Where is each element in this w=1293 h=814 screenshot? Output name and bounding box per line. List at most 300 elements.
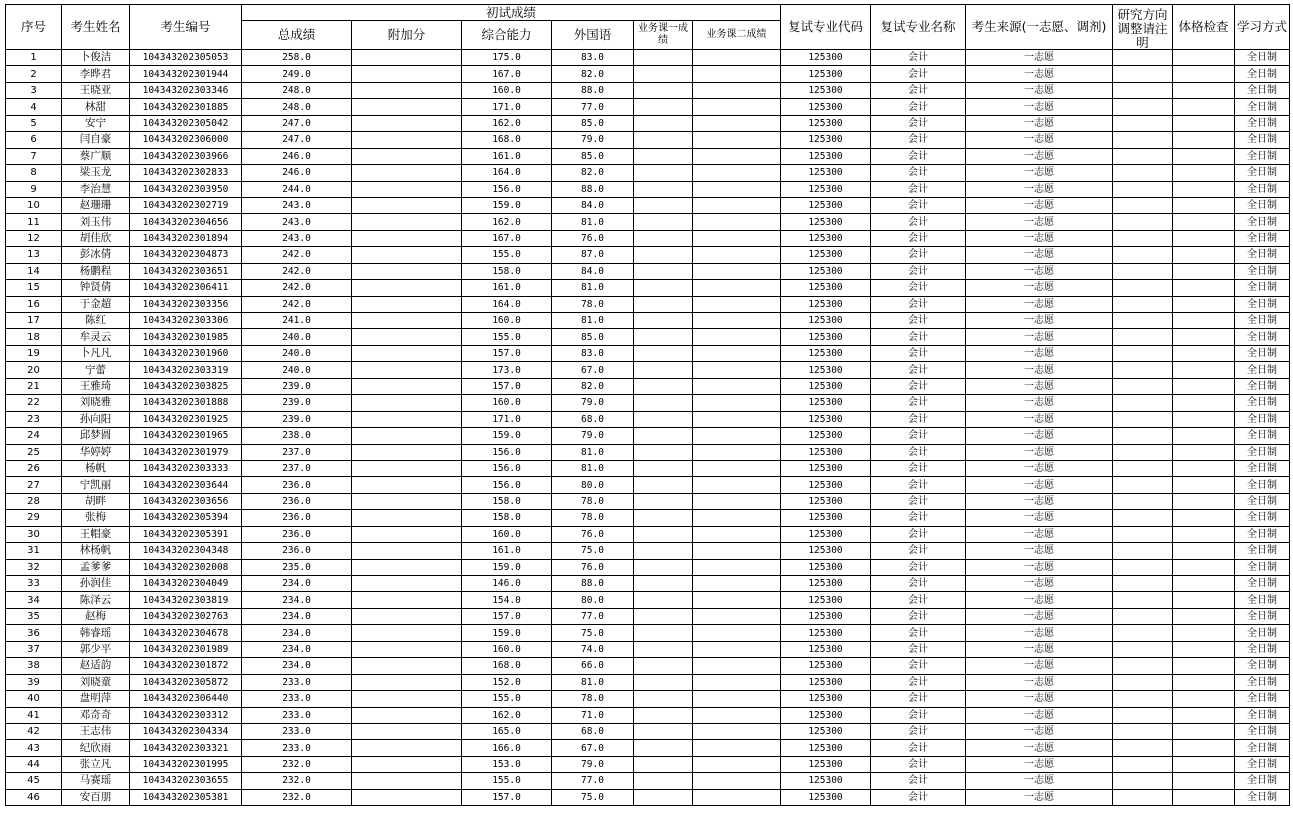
cell-id: 104343202304656 — [130, 214, 242, 230]
cell-foreign-lang: 79.0 — [552, 132, 634, 148]
cell-name: 刘玉伟 — [62, 214, 130, 230]
cell-course1 — [634, 247, 693, 263]
cell-retest-code: 125300 — [781, 395, 871, 411]
cell-study-mode: 全日制 — [1235, 641, 1290, 657]
cell-id: 104343202301979 — [130, 444, 242, 460]
cell-total: 237.0 — [242, 460, 352, 476]
cell-seq: 37 — [6, 641, 62, 657]
cell-course1 — [634, 460, 693, 476]
cell-retest-name: 会计 — [871, 543, 966, 559]
cell-course2 — [693, 576, 781, 592]
cell-id: 104343202301894 — [130, 230, 242, 246]
cell-foreign-lang: 82.0 — [552, 165, 634, 181]
header-study-mode: 学习方式 — [1235, 5, 1290, 50]
cell-course1 — [634, 165, 693, 181]
cell-bonus — [352, 510, 462, 526]
cell-retest-code: 125300 — [781, 493, 871, 509]
table-row — [6, 313, 1290, 329]
cell-course2 — [693, 477, 781, 493]
cell-total: 235.0 — [242, 559, 352, 575]
cell-course1 — [634, 148, 693, 164]
cell-retest-code: 125300 — [781, 411, 871, 427]
cell-name: 彭冰倩 — [62, 247, 130, 263]
cell-study-mode: 全日制 — [1235, 165, 1290, 181]
cell-source: 一志愿 — [966, 329, 1113, 345]
cell-retest-name: 会计 — [871, 165, 966, 181]
cell-retest-code: 125300 — [781, 460, 871, 476]
cell-total: 244.0 — [242, 181, 352, 197]
cell-total: 234.0 — [242, 658, 352, 674]
cell-study-mode: 全日制 — [1235, 378, 1290, 394]
cell-course1 — [634, 707, 693, 723]
cell-name: 孙润佳 — [62, 576, 130, 592]
cell-physical — [1173, 82, 1235, 98]
cell-study-mode: 全日制 — [1235, 707, 1290, 723]
cell-research-adjust — [1113, 625, 1173, 641]
cell-id: 104343202303656 — [130, 493, 242, 509]
cell-foreign-lang: 78.0 — [552, 296, 634, 312]
cell-comprehensive: 155.0 — [462, 691, 552, 707]
cell-foreign-lang: 82.0 — [552, 378, 634, 394]
table-row — [6, 82, 1290, 98]
cell-name: 蔡广顺 — [62, 148, 130, 164]
cell-physical — [1173, 510, 1235, 526]
cell-course1 — [634, 723, 693, 739]
cell-physical — [1173, 740, 1235, 756]
cell-comprehensive: 158.0 — [462, 510, 552, 526]
cell-course1 — [634, 411, 693, 427]
table-row — [6, 723, 1290, 739]
cell-id: 104343202304334 — [130, 723, 242, 739]
cell-course1 — [634, 608, 693, 624]
cell-course2 — [693, 181, 781, 197]
cell-name: 孙向阳 — [62, 411, 130, 427]
cell-bonus — [352, 263, 462, 279]
cell-physical — [1173, 773, 1235, 789]
cell-physical — [1173, 132, 1235, 148]
cell-study-mode: 全日制 — [1235, 263, 1290, 279]
cell-retest-name: 会计 — [871, 559, 966, 575]
cell-retest-name: 会计 — [871, 773, 966, 789]
cell-bonus — [352, 740, 462, 756]
cell-foreign-lang: 85.0 — [552, 115, 634, 131]
cell-physical — [1173, 428, 1235, 444]
cell-id: 104343202305872 — [130, 674, 242, 690]
cell-bonus — [352, 756, 462, 772]
cell-seq: 9 — [6, 181, 62, 197]
cell-seq: 3 — [6, 82, 62, 98]
cell-id: 104343202301925 — [130, 411, 242, 427]
cell-course2 — [693, 756, 781, 772]
cell-retest-code: 125300 — [781, 526, 871, 542]
cell-study-mode: 全日制 — [1235, 789, 1290, 805]
cell-retest-name: 会计 — [871, 313, 966, 329]
cell-study-mode: 全日制 — [1235, 132, 1290, 148]
cell-study-mode: 全日制 — [1235, 740, 1290, 756]
cell-name: 闫自豪 — [62, 132, 130, 148]
cell-comprehensive: 166.0 — [462, 740, 552, 756]
cell-retest-name: 会计 — [871, 263, 966, 279]
cell-research-adjust — [1113, 477, 1173, 493]
cell-study-mode: 全日制 — [1235, 510, 1290, 526]
cell-foreign-lang: 84.0 — [552, 197, 634, 213]
cell-physical — [1173, 526, 1235, 542]
cell-id: 104343202301944 — [130, 66, 242, 82]
table-row — [6, 444, 1290, 460]
cell-retest-name: 会计 — [871, 132, 966, 148]
cell-physical — [1173, 444, 1235, 460]
table-row — [6, 576, 1290, 592]
cell-study-mode: 全日制 — [1235, 181, 1290, 197]
cell-retest-name: 会计 — [871, 789, 966, 805]
cell-seq: 15 — [6, 280, 62, 296]
cell-total: 234.0 — [242, 576, 352, 592]
cell-source: 一志愿 — [966, 740, 1113, 756]
cell-bonus — [352, 214, 462, 230]
cell-comprehensive: 157.0 — [462, 345, 552, 361]
cell-research-adjust — [1113, 411, 1173, 427]
cell-total: 236.0 — [242, 477, 352, 493]
cell-comprehensive: 158.0 — [462, 493, 552, 509]
cell-course1 — [634, 263, 693, 279]
cell-bonus — [352, 526, 462, 542]
cell-seq: 5 — [6, 115, 62, 131]
cell-course2 — [693, 395, 781, 411]
cell-physical — [1173, 559, 1235, 575]
cell-seq: 46 — [6, 789, 62, 805]
cell-total: 240.0 — [242, 329, 352, 345]
cell-seq: 35 — [6, 608, 62, 624]
cell-comprehensive: 171.0 — [462, 411, 552, 427]
cell-course2 — [693, 132, 781, 148]
cell-foreign-lang: 76.0 — [552, 230, 634, 246]
table-row — [6, 362, 1290, 378]
cell-source: 一志愿 — [966, 378, 1113, 394]
cell-retest-name: 会计 — [871, 658, 966, 674]
cell-retest-name: 会计 — [871, 674, 966, 690]
cell-bonus — [352, 444, 462, 460]
cell-physical — [1173, 707, 1235, 723]
cell-name: 林杨帆 — [62, 543, 130, 559]
cell-seq: 42 — [6, 723, 62, 739]
cell-bonus — [352, 329, 462, 345]
cell-bonus — [352, 362, 462, 378]
cell-study-mode: 全日制 — [1235, 543, 1290, 559]
cell-total: 246.0 — [242, 165, 352, 181]
cell-research-adjust — [1113, 460, 1173, 476]
cell-research-adjust — [1113, 181, 1173, 197]
cell-retest-code: 125300 — [781, 592, 871, 608]
cell-course2 — [693, 263, 781, 279]
cell-course2 — [693, 378, 781, 394]
cell-foreign-lang: 67.0 — [552, 362, 634, 378]
cell-course1 — [634, 740, 693, 756]
cell-study-mode: 全日制 — [1235, 99, 1290, 115]
cell-id: 104343202304049 — [130, 576, 242, 592]
cell-comprehensive: 159.0 — [462, 428, 552, 444]
cell-retest-code: 125300 — [781, 345, 871, 361]
table-row — [6, 395, 1290, 411]
cell-foreign-lang: 76.0 — [552, 526, 634, 542]
cell-id: 104343202303306 — [130, 313, 242, 329]
cell-id: 104343202301985 — [130, 329, 242, 345]
table-row — [6, 477, 1290, 493]
cell-bonus — [352, 477, 462, 493]
cell-study-mode: 全日制 — [1235, 313, 1290, 329]
cell-name: 华婷婷 — [62, 444, 130, 460]
cell-research-adjust — [1113, 510, 1173, 526]
cell-physical — [1173, 263, 1235, 279]
cell-course2 — [693, 444, 781, 460]
cell-physical — [1173, 378, 1235, 394]
cell-source: 一志愿 — [966, 789, 1113, 805]
cell-physical — [1173, 592, 1235, 608]
cell-id: 104343202302719 — [130, 197, 242, 213]
cell-course1 — [634, 559, 693, 575]
cell-name: 卜凡凡 — [62, 345, 130, 361]
cell-comprehensive: 157.0 — [462, 378, 552, 394]
cell-retest-code: 125300 — [781, 378, 871, 394]
table-row — [6, 592, 1290, 608]
cell-course1 — [634, 773, 693, 789]
cell-study-mode: 全日制 — [1235, 82, 1290, 98]
table-row — [6, 329, 1290, 345]
cell-retest-code: 125300 — [781, 132, 871, 148]
table-row — [6, 460, 1290, 476]
table-row — [6, 756, 1290, 772]
cell-comprehensive: 164.0 — [462, 296, 552, 312]
cell-course2 — [693, 559, 781, 575]
cell-physical — [1173, 247, 1235, 263]
header-course1: 业务课一成绩 — [634, 21, 693, 50]
cell-retest-code: 125300 — [781, 723, 871, 739]
cell-bonus — [352, 625, 462, 641]
cell-retest-name: 会计 — [871, 82, 966, 98]
cell-physical — [1173, 543, 1235, 559]
cell-bonus — [352, 313, 462, 329]
cell-id: 104343202303819 — [130, 592, 242, 608]
cell-name: 赵梅 — [62, 608, 130, 624]
cell-name: 盘明萍 — [62, 691, 130, 707]
cell-foreign-lang: 87.0 — [552, 247, 634, 263]
cell-id: 104343202301885 — [130, 99, 242, 115]
cell-course2 — [693, 280, 781, 296]
cell-source: 一志愿 — [966, 247, 1113, 263]
cell-name: 陈红 — [62, 313, 130, 329]
cell-total: 242.0 — [242, 247, 352, 263]
cell-study-mode: 全日制 — [1235, 460, 1290, 476]
cell-course1 — [634, 625, 693, 641]
cell-id: 104343202303644 — [130, 477, 242, 493]
cell-seq: 31 — [6, 543, 62, 559]
cell-physical — [1173, 411, 1235, 427]
cell-source: 一志愿 — [966, 707, 1113, 723]
cell-physical — [1173, 477, 1235, 493]
cell-source: 一志愿 — [966, 362, 1113, 378]
cell-bonus — [352, 773, 462, 789]
cell-seq: 16 — [6, 296, 62, 312]
table-row — [6, 66, 1290, 82]
table-body — [6, 50, 1290, 806]
cell-retest-code: 125300 — [781, 477, 871, 493]
cell-physical — [1173, 280, 1235, 296]
cell-name: 林甜 — [62, 99, 130, 115]
cell-source: 一志愿 — [966, 148, 1113, 164]
cell-physical — [1173, 625, 1235, 641]
cell-id: 104343202304348 — [130, 543, 242, 559]
table-row — [6, 148, 1290, 164]
cell-course2 — [693, 329, 781, 345]
cell-comprehensive: 173.0 — [462, 362, 552, 378]
cell-research-adjust — [1113, 345, 1173, 361]
cell-source: 一志愿 — [966, 50, 1113, 66]
cell-study-mode: 全日制 — [1235, 148, 1290, 164]
cell-name: 卜俊洁 — [62, 50, 130, 66]
cell-id: 104343202305394 — [130, 510, 242, 526]
cell-course2 — [693, 50, 781, 66]
cell-retest-code: 125300 — [781, 329, 871, 345]
cell-foreign-lang: 76.0 — [552, 559, 634, 575]
cell-source: 一志愿 — [966, 510, 1113, 526]
cell-source: 一志愿 — [966, 395, 1113, 411]
cell-retest-name: 会计 — [871, 329, 966, 345]
cell-source: 一志愿 — [966, 559, 1113, 575]
cell-id: 104343202301995 — [130, 756, 242, 772]
cell-study-mode: 全日制 — [1235, 723, 1290, 739]
cell-research-adjust — [1113, 214, 1173, 230]
header-prelim-group: 初试成绩 — [242, 5, 781, 21]
cell-physical — [1173, 345, 1235, 361]
cell-course1 — [634, 543, 693, 559]
cell-retest-code: 125300 — [781, 165, 871, 181]
cell-total: 232.0 — [242, 789, 352, 805]
cell-id: 104343202306440 — [130, 691, 242, 707]
cell-foreign-lang: 75.0 — [552, 543, 634, 559]
header-retest-name: 复试专业名称 — [871, 5, 966, 50]
cell-seq: 40 — [6, 691, 62, 707]
cell-name: 胡畔 — [62, 493, 130, 509]
cell-retest-code: 125300 — [781, 247, 871, 263]
cell-retest-code: 125300 — [781, 691, 871, 707]
cell-retest-code: 125300 — [781, 707, 871, 723]
cell-id: 104343202303333 — [130, 460, 242, 476]
cell-physical — [1173, 493, 1235, 509]
cell-id: 104343202303321 — [130, 740, 242, 756]
cell-source: 一志愿 — [966, 99, 1113, 115]
table-row — [6, 181, 1290, 197]
cell-id: 104343202303950 — [130, 181, 242, 197]
cell-research-adjust — [1113, 313, 1173, 329]
cell-study-mode: 全日制 — [1235, 526, 1290, 542]
cell-comprehensive: 146.0 — [462, 576, 552, 592]
cell-bonus — [352, 378, 462, 394]
cell-seq: 7 — [6, 148, 62, 164]
cell-retest-name: 会计 — [871, 740, 966, 756]
cell-name: 邱梦圆 — [62, 428, 130, 444]
cell-comprehensive: 155.0 — [462, 773, 552, 789]
cell-source: 一志愿 — [966, 214, 1113, 230]
cell-name: 张立凡 — [62, 756, 130, 772]
cell-retest-name: 会计 — [871, 181, 966, 197]
cell-physical — [1173, 691, 1235, 707]
cell-study-mode: 全日制 — [1235, 658, 1290, 674]
cell-retest-name: 会计 — [871, 362, 966, 378]
table-row — [6, 345, 1290, 361]
cell-course1 — [634, 674, 693, 690]
cell-retest-code: 125300 — [781, 313, 871, 329]
cell-retest-name: 会计 — [871, 526, 966, 542]
table-row — [6, 411, 1290, 427]
cell-source: 一志愿 — [966, 658, 1113, 674]
cell-foreign-lang: 80.0 — [552, 592, 634, 608]
cell-physical — [1173, 674, 1235, 690]
cell-foreign-lang: 75.0 — [552, 625, 634, 641]
cell-source: 一志愿 — [966, 444, 1113, 460]
cell-course1 — [634, 477, 693, 493]
header-foreign-lang: 外国语 — [552, 21, 634, 50]
table-row — [6, 214, 1290, 230]
cell-id: 104343202303651 — [130, 263, 242, 279]
cell-course2 — [693, 608, 781, 624]
cell-total: 243.0 — [242, 230, 352, 246]
cell-course1 — [634, 197, 693, 213]
cell-physical — [1173, 789, 1235, 805]
cell-research-adjust — [1113, 707, 1173, 723]
cell-name: 胡佳欣 — [62, 230, 130, 246]
cell-retest-name: 会计 — [871, 66, 966, 82]
cell-comprehensive: 160.0 — [462, 526, 552, 542]
cell-bonus — [352, 296, 462, 312]
cell-physical — [1173, 99, 1235, 115]
cell-id: 104343202301888 — [130, 395, 242, 411]
cell-physical — [1173, 460, 1235, 476]
cell-seq: 44 — [6, 756, 62, 772]
cell-retest-code: 125300 — [781, 148, 871, 164]
cell-research-adjust — [1113, 543, 1173, 559]
table-row — [6, 707, 1290, 723]
cell-source: 一志愿 — [966, 345, 1113, 361]
cell-research-adjust — [1113, 723, 1173, 739]
cell-course1 — [634, 313, 693, 329]
cell-research-adjust — [1113, 115, 1173, 131]
cell-retest-code: 125300 — [781, 115, 871, 131]
cell-total: 241.0 — [242, 313, 352, 329]
cell-seq: 11 — [6, 214, 62, 230]
cell-retest-name: 会计 — [871, 378, 966, 394]
cell-course2 — [693, 493, 781, 509]
cell-total: 246.0 — [242, 148, 352, 164]
table-row — [6, 378, 1290, 394]
cell-retest-code: 125300 — [781, 197, 871, 213]
cell-research-adjust — [1113, 559, 1173, 575]
cell-course2 — [693, 625, 781, 641]
cell-name: 王雅琦 — [62, 378, 130, 394]
cell-source: 一志愿 — [966, 132, 1113, 148]
table-row — [6, 247, 1290, 263]
cell-research-adjust — [1113, 395, 1173, 411]
cell-name: 梁玉龙 — [62, 165, 130, 181]
cell-course1 — [634, 230, 693, 246]
cell-total: 247.0 — [242, 132, 352, 148]
cell-retest-name: 会计 — [871, 50, 966, 66]
cell-study-mode: 全日制 — [1235, 214, 1290, 230]
cell-course2 — [693, 543, 781, 559]
cell-bonus — [352, 181, 462, 197]
cell-research-adjust — [1113, 296, 1173, 312]
cell-seq: 33 — [6, 576, 62, 592]
cell-research-adjust — [1113, 263, 1173, 279]
cell-retest-name: 会计 — [871, 99, 966, 115]
